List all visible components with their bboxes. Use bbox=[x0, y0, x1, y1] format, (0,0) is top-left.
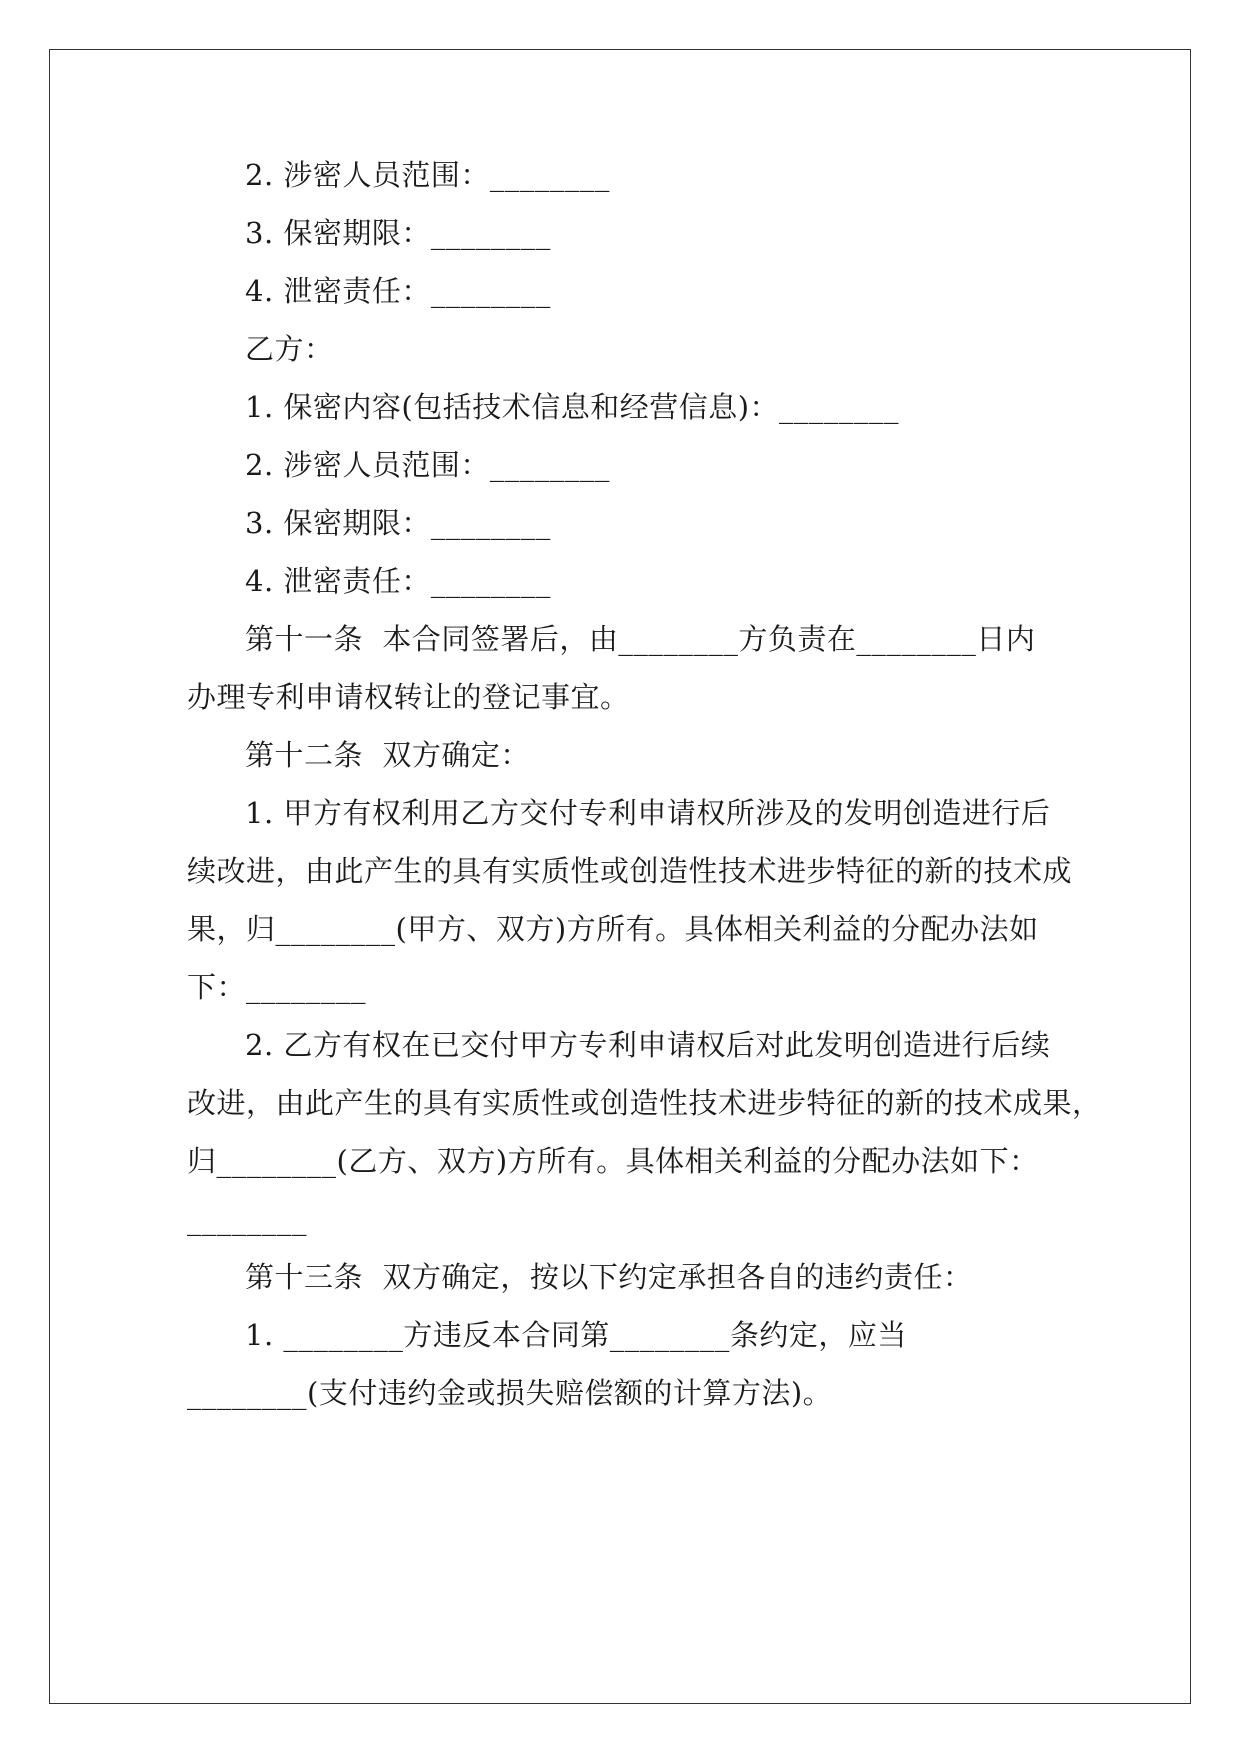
clause-line: 4. 泄密责任：________ bbox=[245, 564, 551, 598]
article-13-item-1: 1. ________方违反本合同第________条约定，应当 bbox=[245, 1318, 907, 1352]
article-12-item-1: 下：________ bbox=[187, 970, 367, 1004]
clause-line: 2. 涉密人员范围：________ bbox=[245, 448, 610, 482]
clause-line: 1. 保密内容(包括技术信息和经营信息)：________ bbox=[245, 390, 900, 424]
article-12-item-1: 1. 甲方有权利用乙方交付专利申请权所涉及的发明创造进行后 bbox=[245, 796, 1051, 830]
article-12-heading: 第十二条 双方确定： bbox=[245, 738, 530, 772]
clause-line: 3. 保密期限：________ bbox=[245, 216, 551, 250]
clause-line: 3. 保密期限：________ bbox=[245, 506, 551, 540]
article-11-line: 第十一条 本合同签署后，由________方负责在________日内 bbox=[245, 622, 1036, 656]
article-12-item-2: 归________(乙方、双方)方所有。具体相关利益的分配办法如下： bbox=[187, 1144, 1039, 1178]
article-13-item-1: ________(支付违约金或损失赔偿额的计算方法)。 bbox=[187, 1376, 833, 1410]
article-12-item-1: 续改进，由此产生的具有实质性或创造性技术进步特征的新的技术成 bbox=[187, 854, 1073, 888]
article-12-item-2: ________ bbox=[187, 1202, 307, 1236]
article-11-line: 办理专利申请权转让的登记事宜。 bbox=[187, 680, 630, 714]
article-12-item-2: 改进，由此产生的具有实质性或创造性技术进步特征的新的技术成果， bbox=[187, 1086, 1102, 1120]
clause-line: 4. 泄密责任：________ bbox=[245, 274, 551, 308]
article-12-item-1: 果，归________(甲方、双方)方所有。具体相关利益的分配办法如 bbox=[187, 912, 1039, 946]
clause-line: 2. 涉密人员范围：________ bbox=[245, 158, 610, 192]
party-heading: 乙方： bbox=[245, 332, 334, 366]
article-13-heading: 第十三条 双方确定，按以下约定承担各自的违约责任： bbox=[245, 1260, 973, 1294]
article-12-item-2: 2. 乙方有权在已交付甲方专利申请权后对此发明创造进行后续 bbox=[245, 1028, 1051, 1062]
